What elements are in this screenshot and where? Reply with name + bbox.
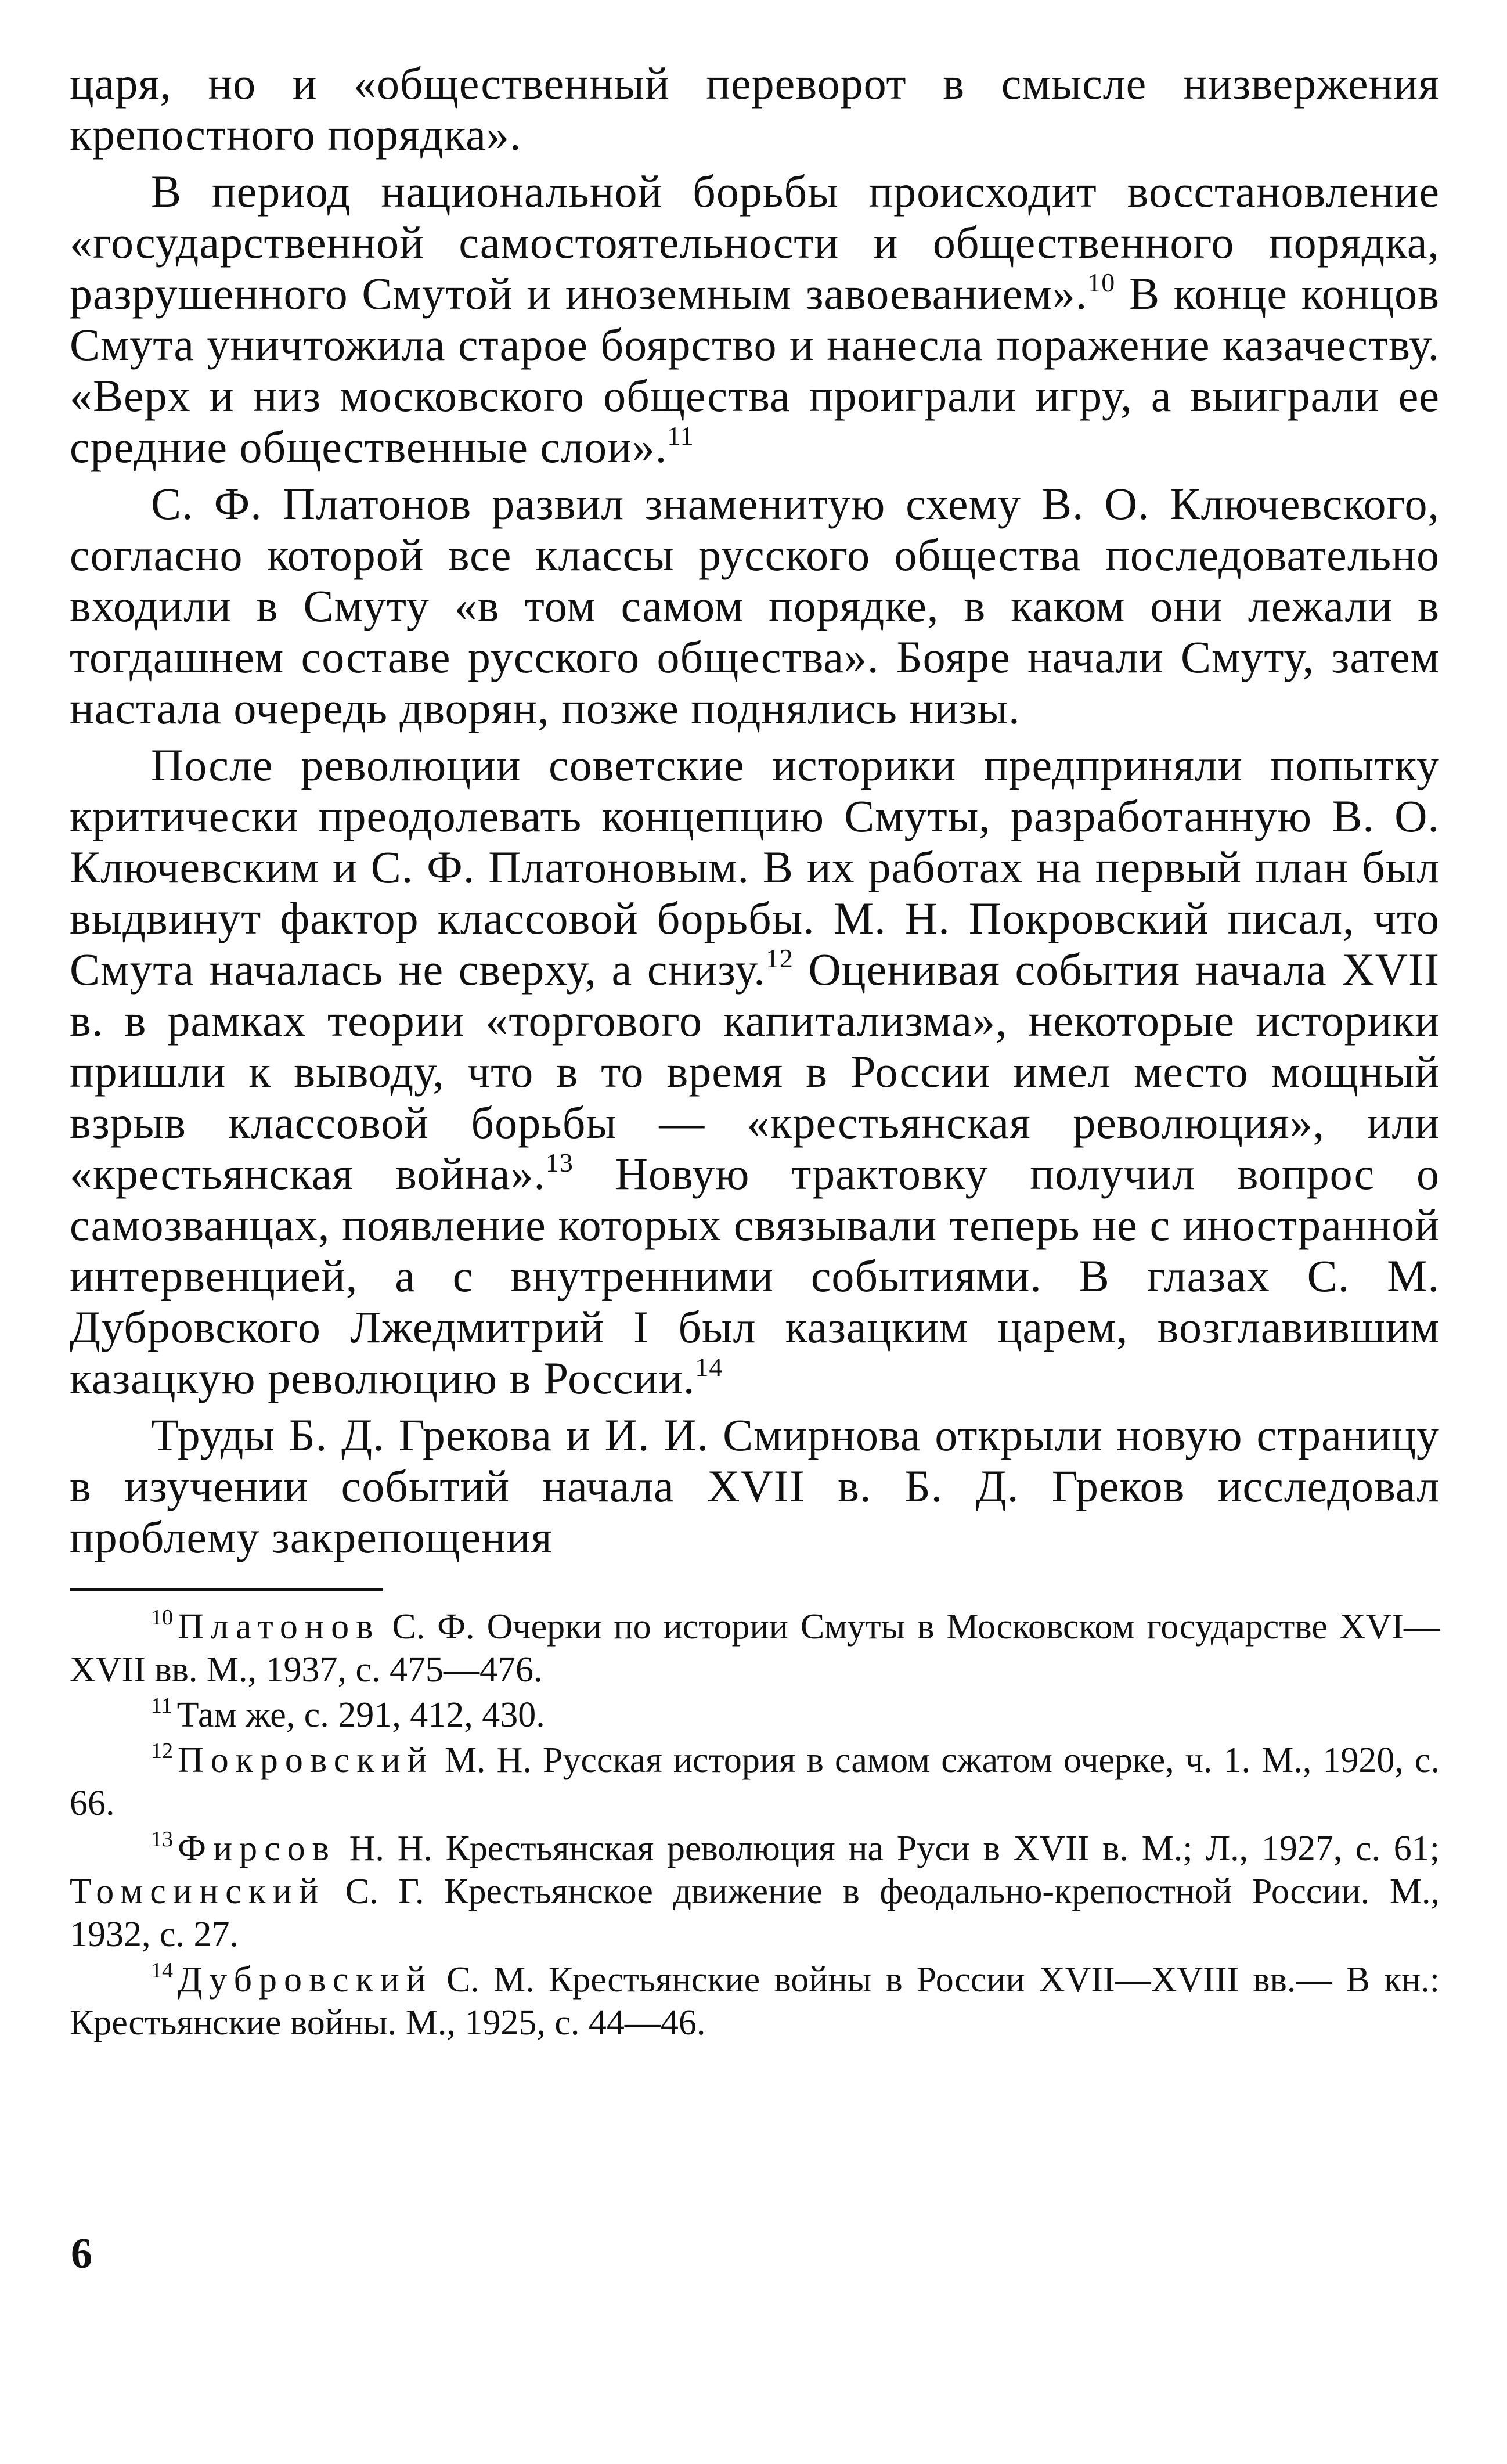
footnote-text: М. Н. Русская история в самом сжатом очерке, ч. 1. М., 1920, с. 66.	[70, 1741, 1440, 1823]
paragraph-text: царя, но и «общественный переворот в смысле низвержения крепостного порядка».	[70, 58, 1440, 160]
footnote-text: С. Ф. Очерки по истории Смуты в Московском государстве XVI—XVII вв. М., 1937, с. 475—476.	[70, 1607, 1440, 1690]
footnote-reference: 14	[695, 1352, 723, 1382]
paragraph-text: В конце концов Смута уничтожила старое боярство и нанесла поражение казачеству. «Верх и низ московского общества проиграли игру, а выиграли ее средние общественные слои».	[70, 268, 1440, 472]
footnote	[70, 1694, 1440, 1737]
paragraph-text: Новую трактовку получил вопрос о самозванцах, появление которых связывали теперь не с иностранной интервенцией, а с внутренними событиями. В глазах С. М. Дубровского Лжедмитрий I был казацким царем, возглавившим казацкую революцию в России.	[70, 1148, 1440, 1403]
footnote	[70, 1958, 1440, 2044]
footnote-author: Томсинский	[70, 1872, 326, 1911]
footnote-reference: 11	[667, 421, 694, 451]
footnote-author: Покровский	[178, 1741, 434, 1780]
footnote-number: 12	[151, 1739, 173, 1763]
footnote-author: Дубровский	[178, 1960, 432, 2000]
paragraph-text: В период национальной борьбы происходит восстановление «государственной самостоятельности и общественного порядка, разрушенного Смутой и иноземным завоеванием».	[70, 166, 1440, 319]
footnote-author: Фирсов	[178, 1829, 336, 1868]
paragraph-text: После революции советские историки предприняли попытку критически преодолевать концепцию Смуты, разработанную В. О. Ключевским и С. Ф. Платоновым. В их работах на первый план был выдвинут фактор классовой борьбы. М. Н. Покровский писал, что Смута началась не сверху, а снизу.	[70, 740, 1440, 995]
footnote-number: 11	[151, 1694, 172, 1718]
footnote-separator	[70, 1588, 383, 1591]
paragraph	[70, 166, 1440, 473]
paragraph	[70, 740, 1440, 1404]
paragraph-text: Труды Б. Д. Грекова и И. И. Смирнова открыли новую страницу в изучении событий начала XVII в. Б. Д. Греков исследовал проблему закрепощения	[70, 1410, 1440, 1562]
footnote	[70, 1739, 1440, 1825]
paragraph	[70, 1410, 1440, 1563]
footnote-text: Там же, с. 291, 412, 430.	[176, 1695, 545, 1735]
main-text	[70, 58, 1440, 1563]
footnote	[70, 1605, 1440, 1691]
footnote-number: 13	[151, 1827, 173, 1851]
footnote-number: 10	[151, 1605, 173, 1630]
footnote-reference: 13	[545, 1148, 574, 1177]
footnote-text: Н. Н. Крестьянская революция на Руси в XVII в. М.; Л., 1927, с. 61;	[336, 1829, 1440, 1868]
page-number: 6	[71, 2230, 92, 2278]
footnote-author: Платонов	[178, 1607, 380, 1647]
footnote	[70, 1827, 1440, 1956]
book-page	[70, 58, 1440, 2047]
footnote-number: 14	[151, 1958, 173, 1983]
paragraph-text: Оценивая события начала XVII в. в рамках теории «торгового капитализма», некоторые историки пришли к выводу, что в то время в России имел место мощный взрыв классовой борьбы — «крестьянская революция», или «крестьянская война».	[70, 944, 1440, 1199]
footnote-text: С. М. Крестьянские войны в России XVII—XVIII вв.— В кн.: Крестьянские войны. М., 1925, с. 44—46.	[70, 1960, 1440, 2042]
paragraph	[70, 58, 1440, 160]
paragraph	[70, 478, 1440, 734]
paragraph-text: С. Ф. Платонов развил знаменитую схему В. О. Ключевского, согласно которой все классы русского общества последовательно входили в Смуту «в том самом порядке, в каком они лежали в тогдашнем составе русского общества». Бояре начали Смуту, затем настала очередь дворян, позже поднялись низы.	[70, 478, 1440, 733]
footnotes	[70, 1605, 1440, 2044]
footnote-text: С. Г. Крестьянское движение в феодально-крепостной России. М., 1932, с. 27.	[70, 1872, 1440, 1954]
footnote-reference: 10	[1087, 268, 1116, 297]
footnote-reference: 12	[765, 943, 794, 973]
